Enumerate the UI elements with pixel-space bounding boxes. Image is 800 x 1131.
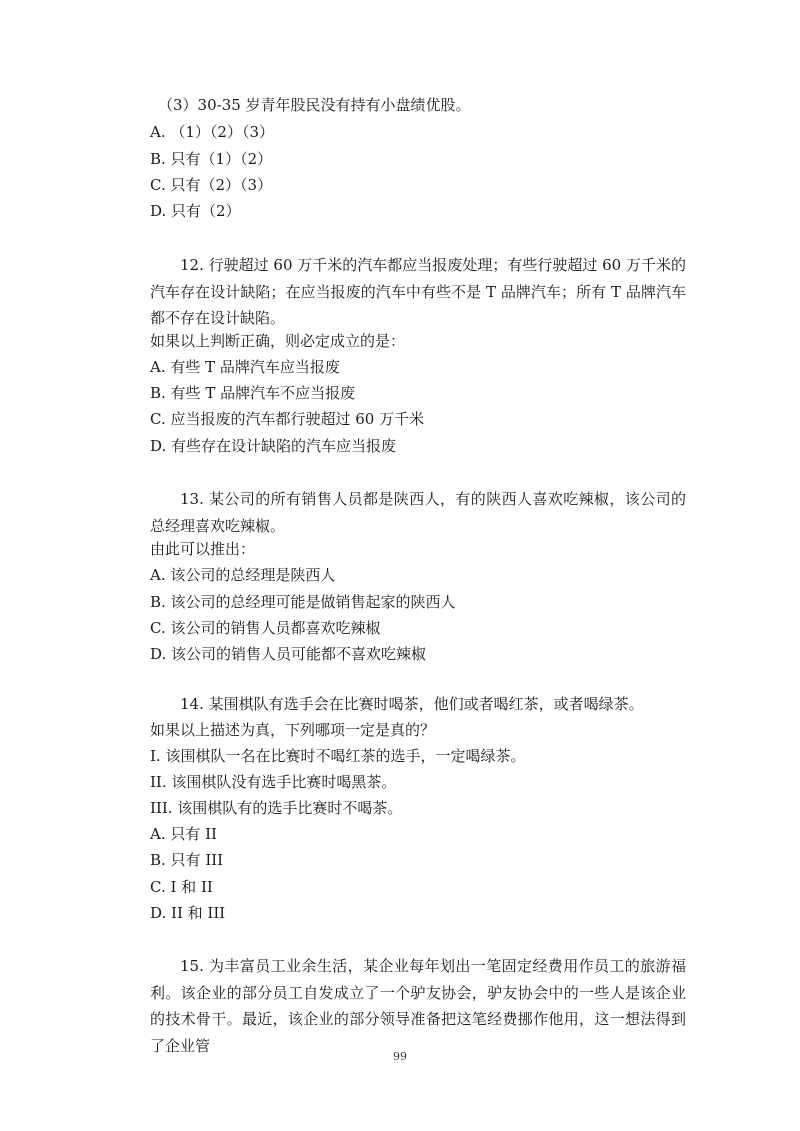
q13-option-a: A. 该公司的总经理是陕西人 [150,566,336,584]
prev-condition-3: （3）30-35 岁青年股民没有持有小盘绩优股。 [158,96,471,114]
q12-option-a: A. 有些 T 品牌汽车应当报废 [150,358,340,376]
q13-stem: 13. 某公司的所有销售人员都是陕西人，有的陕西人喜欢吃辣椒，该公司的总经理喜欢吃辣椒。 [150,490,686,535]
q13-option-b: B. 该公司的总经理可能是做销售起家的陕西人 [150,593,456,611]
q14-statement-2: II. 该围棋队没有选手比赛时喝黑茶。 [150,773,397,791]
q12-option-d: D. 有些存在设计缺陷的汽车应当报废 [150,437,397,455]
prev-option-c: C. 只有（2）（3） [150,176,273,194]
q14-stem: 14. 某围棋队有选手会在比赛时喝茶，他们或者喝红茶，或者喝绿茶。 [180,695,644,713]
q14-option-a: A. 只有 II [150,825,217,843]
q14-statement-3: III. 该围棋队有的选手比赛时不喝茶。 [150,799,403,817]
prev-option-d: D. 只有（2） [150,202,241,220]
q12-option-b: B. 有些 T 品牌汽车不应当报废 [150,384,356,402]
q14-option-c: C. I 和 II [150,878,213,896]
q14-option-d: D. II 和 III [150,904,226,922]
q14-statement-1: I. 该围棋队一名在比赛时不喝红茶的选手，一定喝绿茶。 [150,747,526,765]
q13-prompt: 由此可以推出： [150,540,256,558]
q12-stem: 12. 行驶超过 60 万千米的汽车都应当报废处理；有些行驶超过 60 万千米的汽车存在设计缺陷；在应当报废的汽车中有些不是 T 品牌汽车；所有 T 品牌汽车都不存在设计缺陷。 [150,256,686,327]
q14-prompt: 如果以上描述为真，下列哪项一定是真的？ [150,721,436,739]
q14-option-b: B. 只有 III [150,851,224,869]
q12-prompt: 如果以上判断正确，则必定成立的是： [150,332,406,350]
page-number: 99 [393,1050,407,1063]
q13-option-c: C. 该公司的销售人员都喜欢吃辣椒 [150,619,381,637]
q15-stem: 15. 为丰富员工业余生活，某企业每年划出一笔固定经费用作员工的旅游福利。该企业的部分员工自发成立了一个驴友协会，驴友协会中的一些人是该企业的技术骨干。最近，该企业的部分领导准备把这笔经费挪作他用，这一想法得到了企业管 [150,957,686,1055]
q12-option-c: C. 应当报废的汽车都行驶超过 60 万千米 [150,410,425,428]
prev-option-b: B. 只有（1）（2） [150,150,273,168]
prev-option-a: A. （1）（2）（3） [150,123,274,141]
q13-option-d: D. 该公司的销售人员可能都不喜欢吃辣椒 [150,645,427,663]
